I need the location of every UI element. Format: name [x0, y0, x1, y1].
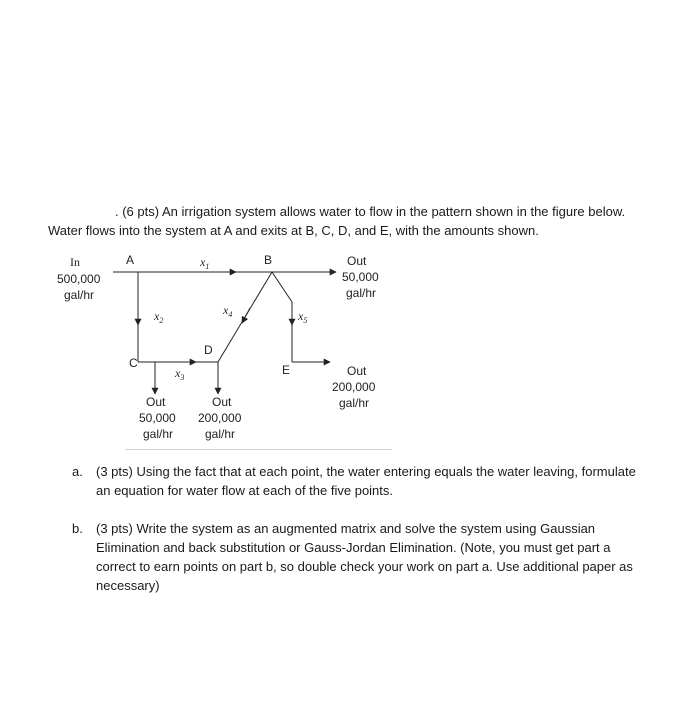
section-divider [125, 449, 392, 450]
arrow-x4 [242, 308, 250, 323]
node-d: D [204, 343, 213, 357]
outflow-b-label: Out [347, 254, 367, 268]
node-b: B [264, 253, 273, 267]
outflow-b-unit: gal/hr [346, 286, 377, 300]
outflow-d-unit: gal/hr [205, 427, 236, 441]
node-c: C [129, 356, 138, 370]
variable-x5: $x_5$ [298, 309, 308, 325]
outflow-d-label: Out [212, 395, 232, 409]
part-a-line-1: (3 pts) Using the fact that at each point, the water entering equals the water leaving, formulate [96, 464, 636, 479]
inflow-label: In [70, 255, 80, 269]
variable-x1: $x_1$ [200, 255, 210, 271]
outflow-b-amount: 50,000 [342, 270, 379, 284]
part-b-text [96, 519, 633, 595]
outflow-c-amount: 50,000 [139, 411, 176, 425]
part-b-line-4: necessary) [96, 578, 160, 593]
part-a-line-2: an equation for water flow at each of the five points. [96, 483, 394, 498]
pipe-b-e [272, 272, 292, 302]
part-a-text [96, 462, 636, 500]
variable-x3: $x_3$ [175, 366, 185, 382]
part-b [72, 519, 682, 599]
outflow-d-amount: 200,000 [198, 411, 242, 425]
inflow-amount: 500,000 [57, 272, 101, 286]
part-b-label: b. [72, 521, 83, 536]
variable-x4: $x_4$ [223, 303, 233, 319]
outflow-c-unit: gal/hr [143, 427, 174, 441]
outflow-e-label: Out [347, 364, 367, 378]
outflow-e-amount: 200,000 [332, 380, 376, 394]
part-a-label: a. [72, 464, 83, 479]
part-b-line-2: Elimination and back substitution or Gauss-Jordan Elimination. (Note, you must get part a [96, 540, 611, 555]
part-b-line-3: correct to earn points on part b, so double check your work on part a. Use additional paper as [96, 559, 633, 574]
node-a: A [126, 253, 135, 267]
part-b-line-1: (3 pts) Write the system as an augmented matrix and solve the system using Gaussian [96, 521, 596, 536]
problem-line-1: . (6 pts) An irrigation system allows water to flow in the pattern shown in the figure below. [115, 204, 626, 219]
part-a [72, 462, 682, 502]
node-e: E [282, 363, 291, 377]
problem-line-2: Water flows into the system at A and exits at B, C, D, and E, with the amounts shown. [48, 223, 539, 238]
outflow-e-unit: gal/hr [339, 396, 370, 410]
variable-x2: $x_2$ [154, 309, 164, 325]
inflow-unit: gal/hr [64, 288, 95, 302]
outflow-c-label: Out [146, 395, 166, 409]
